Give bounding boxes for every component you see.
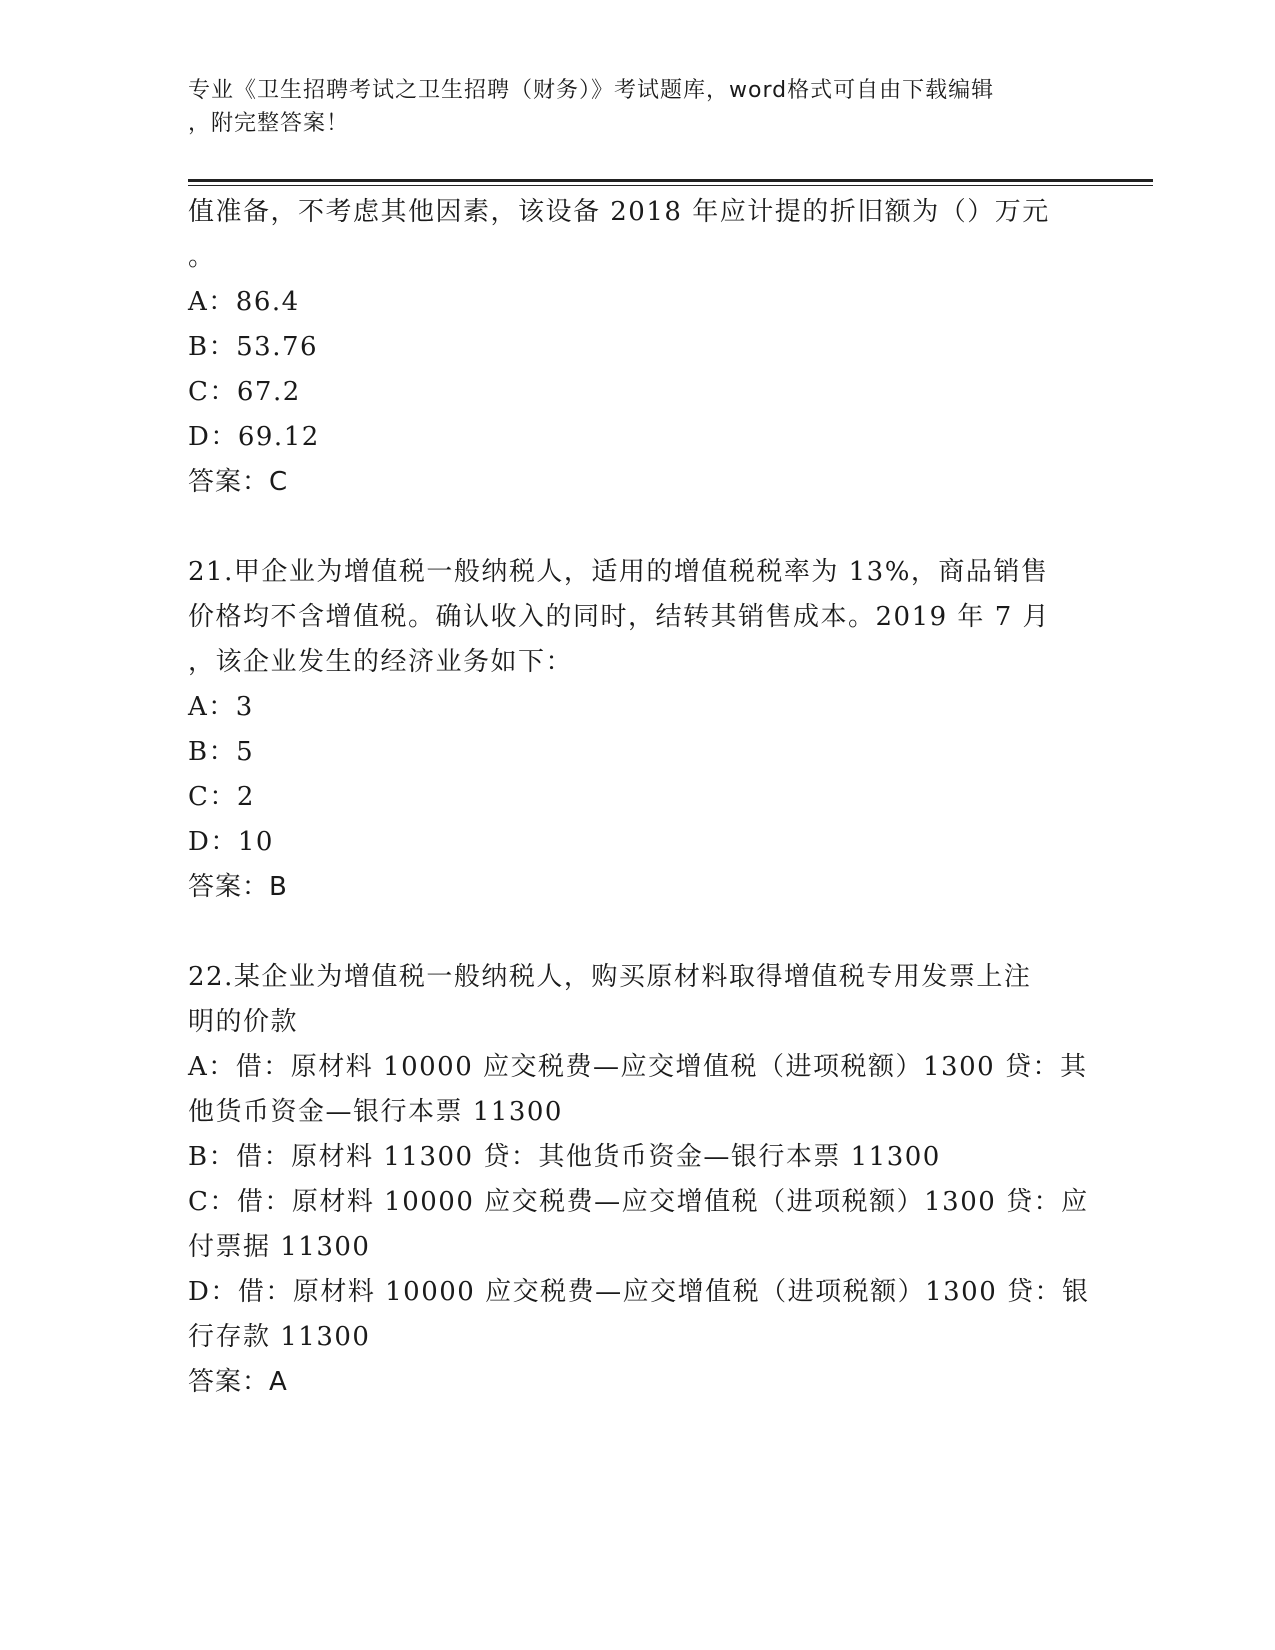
question-22	[188, 955, 1088, 1405]
option-d: D：69.12	[188, 422, 320, 452]
answer-line: 答案：C	[188, 467, 289, 497]
spacer	[188, 505, 1088, 550]
option-d: D：10	[188, 827, 274, 857]
option-d-line: 行存款 11300	[188, 1322, 371, 1352]
option-a-line: 他货币资金—银行本票 11300	[188, 1097, 563, 1127]
question-stem-line: 值准备，不考虑其他因素，该设备 2018 年应计提的折旧额为（）万元	[188, 197, 1050, 227]
option-a: A：3	[188, 692, 254, 722]
option-c: C：67.2	[188, 377, 301, 407]
option-c-line: C：借：原材料 10000 应交税费—应交增值税（进项税额）1300 贷：应	[188, 1187, 1089, 1217]
option-b: B：5	[188, 737, 255, 767]
option-b-line: B：借：原材料 11300 贷：其他货币资金—银行本票 11300	[188, 1142, 941, 1172]
question-20	[188, 190, 1088, 505]
header-line-1: 专业《卫生招聘考试之卫生招聘（财务）》考试题库，word格式可自由下载编辑	[188, 78, 995, 103]
header-line-2: ，附完整答案！	[188, 111, 350, 136]
option-d-line: D：借：原材料 10000 应交税费—应交增值税（进项税额）1300 贷：银	[188, 1277, 1090, 1307]
answer-line: 答案：A	[188, 1367, 288, 1397]
question-stem-line: 明的价款	[188, 1007, 299, 1037]
answer-line: 答案：B	[188, 872, 288, 902]
page-header	[188, 74, 1068, 140]
question-21	[188, 550, 1088, 910]
question-stem-line: 。	[188, 242, 216, 272]
document-body	[188, 190, 1088, 1405]
question-stem-line: ，该企业发生的经济业务如下：	[188, 647, 574, 677]
header-divider-thick	[188, 179, 1153, 182]
option-c-line: 付票据 11300	[188, 1232, 371, 1262]
question-stem-line: 22.某企业为增值税一般纳税人，购买原材料取得增值税专用发票上注	[188, 962, 1032, 992]
option-a: A：86.4	[188, 287, 300, 317]
option-c: C：2	[188, 782, 255, 812]
option-b: B：53.76	[188, 332, 319, 362]
option-a-line: A：借：原材料 10000 应交税费—应交增值税（进项税额）1300 贷：其	[188, 1052, 1088, 1082]
header-divider-thin	[188, 185, 1153, 186]
question-stem-line: 21.甲企业为增值税一般纳税人，适用的增值税税率为 13%，商品销售	[188, 557, 1049, 587]
question-stem-line: 价格均不含增值税。确认收入的同时，结转其销售成本。2019 年 7 月	[188, 602, 1051, 632]
spacer	[188, 910, 1088, 955]
